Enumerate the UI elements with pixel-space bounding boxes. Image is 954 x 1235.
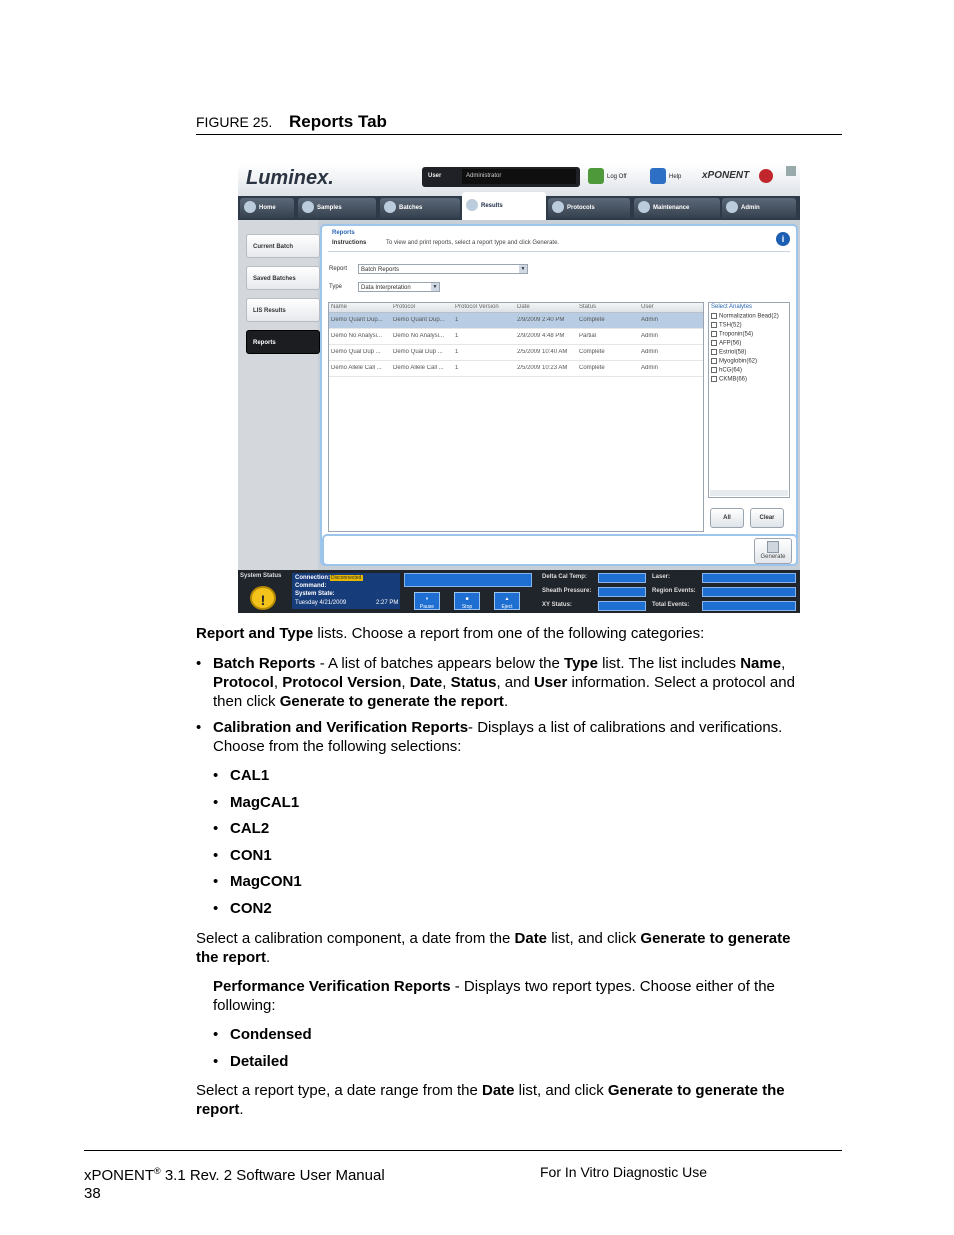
info-icon[interactable]: i	[776, 232, 790, 246]
stop-label: Stop	[461, 604, 473, 610]
analyte-label: AFP(56)	[719, 340, 742, 347]
analyte-item[interactable]	[711, 367, 742, 374]
xponent-brand: xPONENT	[702, 170, 750, 181]
cell-version: 1	[455, 333, 459, 339]
analyte-label: Troponin(54)	[719, 331, 754, 338]
reports-tab-screenshot	[238, 164, 800, 613]
results-sidenav	[238, 220, 318, 570]
batch-reports-bullet	[196, 654, 836, 712]
connection-status: Disconnected	[331, 575, 362, 581]
close-icon[interactable]	[786, 166, 796, 176]
help-icon	[650, 168, 666, 184]
tab-label: Samples	[317, 205, 342, 211]
col-name[interactable]: Name	[331, 304, 348, 310]
cell-version: 1	[455, 317, 459, 323]
laser-value	[702, 573, 796, 583]
logoff-icon	[588, 168, 604, 184]
batch-table	[328, 302, 704, 532]
system-status-label: System Status	[240, 573, 282, 579]
cell-version: 1	[455, 349, 459, 355]
eject-button[interactable]: ▲ Eject	[494, 592, 520, 610]
checkbox[interactable]	[711, 349, 717, 355]
checkbox[interactable]	[711, 322, 717, 328]
table-row[interactable]	[329, 361, 703, 377]
analyte-label: Myoglobin(62)	[719, 358, 758, 365]
col-protocol-version[interactable]: Protocol Version	[455, 304, 499, 310]
cell-name: Demo Qual Dup ...	[331, 349, 381, 355]
analyte-item[interactable]	[711, 358, 757, 365]
tab-batches[interactable]	[380, 198, 460, 218]
figure-title: Reports Tab	[289, 112, 387, 131]
sheath-pressure-label: Sheath Pressure:	[542, 588, 592, 594]
checkbox[interactable]	[711, 340, 717, 346]
type-label: Type	[329, 284, 343, 290]
report-select[interactable]	[358, 264, 528, 274]
chevron-down-icon: ▼	[520, 266, 526, 272]
checkbox[interactable]	[711, 358, 717, 364]
horizontal-scrollbar[interactable]	[710, 490, 788, 496]
logoff-button[interactable]	[588, 168, 627, 186]
batch-reports-text: Batch Reports - A list of batches appears below the Type list. The list includes Name, Protocol, Protocol Version, Date, Status, and User information. Select a protocol and then click Generate to generate the report.	[213, 655, 795, 710]
samples-icon	[302, 201, 314, 213]
select-calibration-paragraph: Select a calibration component, a date from the Date list, and click Generate to generate the report.	[196, 930, 791, 966]
help-label: Help	[669, 174, 682, 180]
calibration-text: Calibration and Verification Reports- Displays a list of calibrations and verifications. Choose from the following selections:	[213, 719, 783, 755]
cell-status: Partial	[579, 333, 597, 339]
reports-title: Reports	[332, 230, 355, 236]
cell-protocol: Demo No Analysi...	[393, 333, 445, 339]
type-select[interactable]	[358, 282, 440, 292]
analytes-header: Select Analytes	[711, 304, 753, 310]
cell-user: Admin	[641, 349, 659, 355]
command-label: Command:	[295, 583, 327, 589]
footer-manual	[84, 1162, 385, 1203]
figure-number: FIGURE 25.	[196, 114, 273, 130]
cell-date: 2/5/2009 10:23 AM	[517, 365, 568, 371]
batches-icon	[384, 201, 396, 213]
reports-panel	[320, 224, 798, 566]
cell-name: Demo Quant Dup...	[331, 317, 383, 323]
tab-label: Admin	[741, 205, 760, 211]
sidenav-reports[interactable]: Reports	[246, 330, 320, 354]
col-date[interactable]: Date	[517, 304, 530, 310]
analyte-item[interactable]	[711, 313, 779, 320]
select-analytes-list	[708, 302, 790, 498]
tab-label: Home	[259, 205, 276, 211]
chevron-down-icon: ▼	[432, 284, 438, 290]
clear-button[interactable]: Clear	[750, 508, 784, 528]
connection-box	[292, 573, 400, 609]
cell-name: Demo Allele Call ...	[331, 365, 382, 371]
tab-admin[interactable]	[722, 198, 796, 218]
cell-name: Demo No Analysi...	[331, 333, 383, 339]
tab-label: Maintenance	[653, 205, 690, 211]
cell-user: Admin	[641, 365, 659, 371]
tab-results[interactable]	[462, 192, 546, 220]
analyte-item[interactable]	[711, 376, 747, 383]
admin-icon	[726, 201, 738, 213]
footer-ivd: For In Vitro Diagnostic Use	[540, 1164, 708, 1180]
region-events-label: Region Events:	[652, 588, 696, 594]
checkbox[interactable]	[711, 367, 717, 373]
generate-bar	[322, 534, 798, 566]
warning-icon[interactable]: !	[250, 586, 276, 610]
generate-label: Generate	[760, 554, 786, 560]
analyte-label: Normalization Bead(2)	[719, 313, 779, 320]
delta-cal-temp-label: Delta Cal Temp:	[542, 574, 587, 580]
all-button[interactable]: All	[710, 508, 744, 528]
table-row[interactable]	[329, 345, 703, 361]
cell-status: Complete	[579, 317, 605, 323]
type-select-value: Data Interpretation	[361, 285, 411, 291]
status-date: Tuesday 4/21/2009	[295, 600, 347, 606]
cell-version: 1	[455, 365, 459, 371]
cell-user: Admin	[641, 333, 659, 339]
page-number: 38	[84, 1185, 101, 1202]
footer-reg: ®	[154, 1166, 161, 1176]
footer-rule	[84, 1150, 842, 1151]
results-icon	[466, 199, 478, 211]
sheath-pressure-value	[598, 587, 646, 597]
cell-status: Complete	[579, 365, 605, 371]
col-status[interactable]: Status	[579, 304, 597, 310]
bullet-dot: •	[196, 719, 202, 736]
maintenance-icon	[638, 201, 650, 213]
cell-protocol: Demo Quant Dup...	[393, 317, 445, 323]
user-label: User	[428, 173, 442, 179]
footer-manual-title: 3.1 Rev. 2 Software User Manual	[160, 1167, 385, 1184]
total-events-value	[702, 601, 796, 611]
pause-button[interactable]: ⏸ Pause	[414, 592, 440, 610]
user-box	[422, 167, 580, 187]
region-events-value	[702, 587, 796, 597]
instructions-label: Instructions	[332, 240, 367, 246]
xy-status-label: XY Status:	[542, 602, 572, 608]
bullet-dot: •	[196, 655, 202, 672]
instructions-text: To view and print reports, select a report type and click Generate.	[386, 240, 560, 246]
generate-button[interactable]	[754, 538, 792, 564]
cell-status: Complete	[579, 349, 605, 355]
intro-bold: Report and Type	[196, 625, 314, 642]
sidenav-current-batch[interactable]: Current Batch	[246, 234, 320, 258]
analyte-item[interactable]	[711, 322, 742, 329]
analyte-item[interactable]	[711, 340, 741, 347]
divider	[328, 251, 790, 252]
table-row[interactable]	[329, 313, 703, 329]
eject-label: Eject	[501, 604, 513, 610]
col-protocol[interactable]: Protocol	[393, 304, 416, 310]
help-button[interactable]	[650, 168, 681, 186]
checkbox[interactable]	[711, 313, 717, 319]
checkbox[interactable]	[711, 331, 717, 337]
analyte-item[interactable]	[711, 331, 753, 338]
tab-label: Results	[481, 203, 503, 209]
analyte-item[interactable]	[711, 349, 746, 356]
luminex-logo: Luminex.	[246, 167, 334, 189]
report-icon	[767, 541, 779, 553]
tab-label: Protocols	[567, 205, 595, 211]
report-label: Report	[329, 266, 348, 272]
select-report-paragraph: Select a report type, a date range from the Date list, and click Generate to generate the report.	[196, 1082, 785, 1118]
tab-home[interactable]	[240, 198, 294, 218]
performance-paragraph: Performance Verification Reports - Displays two report types. Choose either of the following:	[213, 978, 775, 1014]
figure-caption	[196, 112, 842, 135]
cell-date: 2/5/2009 10:40 AM	[517, 349, 568, 355]
analyte-label: TSH(52)	[719, 322, 742, 329]
intro-text: lists. Choose a report from one of the following categories:	[313, 625, 705, 642]
tab-maintenance[interactable]	[634, 198, 720, 218]
cell-protocol: Demo Allele Call ...	[393, 365, 444, 371]
status-time: 2:27 PM	[376, 600, 399, 606]
col-user[interactable]: User	[641, 304, 654, 310]
pause-label: Pause	[419, 604, 435, 610]
delta-cal-temp-value	[598, 573, 646, 583]
total-events-label: Total Events:	[652, 602, 690, 608]
user-field[interactable]: Administrator	[462, 169, 576, 184]
connection-label: Connection:	[295, 575, 330, 581]
intro-paragraph	[196, 624, 704, 643]
table-row[interactable]	[329, 329, 703, 345]
sidenav-lis-results[interactable]: LIS Results	[246, 298, 320, 322]
main-tabs	[238, 196, 800, 220]
logoff-label: Log Off	[607, 174, 627, 180]
stop-button[interactable]: ■ Stop	[454, 592, 480, 610]
protocols-icon	[552, 201, 564, 213]
system-status-bar	[238, 570, 800, 613]
analyte-label: CKMB(66)	[719, 376, 748, 383]
xy-status-value	[598, 601, 646, 611]
report-select-value: Batch Reports	[361, 267, 400, 273]
brand-logo-icon	[759, 169, 773, 183]
analyte-label: hCG(64)	[719, 367, 743, 374]
tab-protocols[interactable]	[548, 198, 630, 218]
progress-bar	[404, 573, 532, 587]
checkbox[interactable]	[711, 376, 717, 382]
cell-protocol: Demo Qual Dup ...	[393, 349, 443, 355]
tab-label: Batches	[399, 205, 423, 211]
cell-date: 2/9/2009 4:48 PM	[517, 333, 565, 339]
cell-user: Admin	[641, 317, 659, 323]
analyte-label: Estriol(58)	[719, 349, 747, 356]
sidenav-saved-batches[interactable]: Saved Batches	[246, 266, 320, 290]
table-header	[329, 303, 703, 313]
cell-date: 2/9/2009 2:40 PM	[517, 317, 565, 323]
home-icon	[244, 201, 256, 213]
footer-product: xPONENT	[84, 1167, 155, 1184]
laser-label: Laser:	[652, 574, 671, 580]
tab-samples[interactable]	[298, 198, 376, 218]
system-state-label: System State:	[295, 591, 335, 597]
calibration-bullet	[196, 718, 836, 758]
